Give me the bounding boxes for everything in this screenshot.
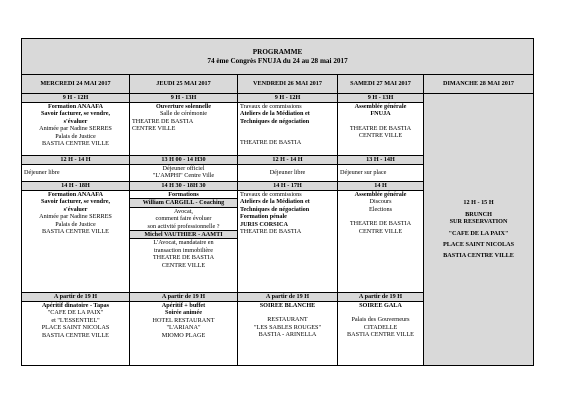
- title-line-2: 74 ème Congrès FNUJA du 24 au 28 mai 2017: [207, 56, 348, 65]
- evening-thu: Apéritif + buffet Soirée animée HOTEL RESTAURANT "L'ARIANA" MIOMO PLAGE: [130, 302, 238, 366]
- sunday-time: 12 H - 15 H: [463, 199, 494, 207]
- sunday-city: BASTIA CENTRE VILLE: [443, 252, 514, 260]
- afternoon-time-thu: 14 H 30 - 18H 30: [130, 182, 238, 191]
- evening-time-sat: A partir de 19 H: [338, 293, 424, 302]
- sunday-venue: "CAFE DE LA PAIX": [448, 229, 509, 237]
- morning-wed: Formation ANAAFA Savoir facturer, se vendre, s'évaluer Animée par Nadine SERRES Palais de Justice BASTIA CENTRE VILLE: [22, 103, 130, 156]
- afternoon-time-wed: 14 H - 18H: [22, 182, 130, 191]
- title-line-1: PROGRAMME: [252, 47, 303, 56]
- afternoon-time-fri: 14 H - 17H: [238, 182, 338, 191]
- lunch-time-thu: 13 H 00 - 14 H30: [130, 156, 238, 165]
- lunch-time-fri: 12 H - 14 H: [238, 156, 338, 165]
- morning-time-wed: 9 H - 12H: [22, 94, 130, 103]
- morning-thu: Ouverture solennelle Salle de cérémonie THEATRE DE BASTIA CENTRE VILLE: [130, 103, 238, 156]
- lunch-time-sat: 13 H - 14H: [338, 156, 424, 165]
- evening-time-wed: A partir de 19 H: [22, 293, 130, 302]
- lunch-time-wed: 12 H - 14 H: [22, 156, 130, 165]
- afternoon-thu: Formations William CARGILL - Coaching Avocat, comment faire évoluer son activité professionnelle ? Michel VAUTHIER - AAMTI L'Avocat, mandataire en transaction immobilière THEATRE DE BASTIA CENTRE VILLE: [130, 191, 238, 293]
- sunday-brunch-label: BRUNCH SUR RESERVATION: [449, 210, 508, 226]
- afternoon-fri: Travaux de commissions Ateliers de la Médiation et Techniques de négociation Formation pénale JURIS CORSICA THEATRE DE BASTIA: [238, 191, 338, 293]
- evening-time-thu: A partir de 19 H: [130, 293, 238, 302]
- evening-sat: SOIREE GALA Palais des Gouverneurs CITADELLE BASTIA CENTRE VILLE: [338, 302, 424, 366]
- afternoon-wed: Formation ANAAFA Savoir facturer, se vendre, s'évaluer Animée par Nadine SERRES Palais de Justice BASTIA CENTRE VILLE: [22, 191, 130, 293]
- speaker-cargill: William CARGILL - Coaching: [130, 198, 237, 207]
- evening-time-fri: A partir de 19 H: [238, 293, 338, 302]
- day-header-sunday: DIMANCHE 28 MAI 2017: [424, 75, 534, 94]
- morning-time-thu: 9 H - 13H: [130, 94, 238, 103]
- morning-time-fri: 9 H - 12H: [238, 94, 338, 103]
- lunch-thu: Déjeuner officiel "L'AMPHI" Centre Ville: [130, 165, 238, 182]
- speaker-vauthier: Michel VAUTHIER - AAMTI: [130, 230, 237, 239]
- morning-sat: Assemblée générale FNUJA THEATRE DE BASTIA CENTRE VILLE: [338, 103, 424, 156]
- lunch-fri: Déjeuner libre: [238, 165, 338, 182]
- evening-fri: SOIREE BLANCHE RESTAURANT "LES SABLES ROUGES" BASTIA - ARINELLA: [238, 302, 338, 366]
- day-header-wednesday: MERCREDI 24 MAI 2017: [22, 75, 130, 94]
- lunch-sat: Déjeuner sur place: [338, 165, 424, 182]
- programme-sheet: [21, 38, 533, 365]
- lunch-wed: Déjeuner libre: [22, 165, 130, 182]
- programme-table: [21, 38, 534, 366]
- sunday-brunch: [424, 94, 534, 366]
- formations-heading: Formations: [168, 191, 199, 198]
- evening-wed: Apéritif dinatoire - Tapas "CAFE DE LA PAIX" et "L'ESSENTIEL" PLACE SAINT NICOLAS BASTIA CENTRE VILLE: [22, 302, 130, 366]
- day-header-thursday: JEUDI 25 MAI 2017: [130, 75, 238, 94]
- afternoon-time-sat: 14 H: [338, 182, 424, 191]
- day-header-friday: VENDREDI 26 MAI 2017: [238, 75, 338, 94]
- programme-title: [22, 39, 534, 75]
- afternoon-sat: Assemblée générale Discours Elections THEATRE DE BASTIA CENTRE VILLE: [338, 191, 424, 293]
- morning-time-sat: 9 H - 13H: [338, 94, 424, 103]
- morning-fri: Travaux de commissions Ateliers de la Médiation et Techniques de négociation THEATRE DE BASTIA: [238, 103, 338, 156]
- day-header-saturday: SAMEDI 27 MAI 2017: [338, 75, 424, 94]
- sunday-place: PLACE SAINT NICOLAS: [442, 240, 515, 248]
